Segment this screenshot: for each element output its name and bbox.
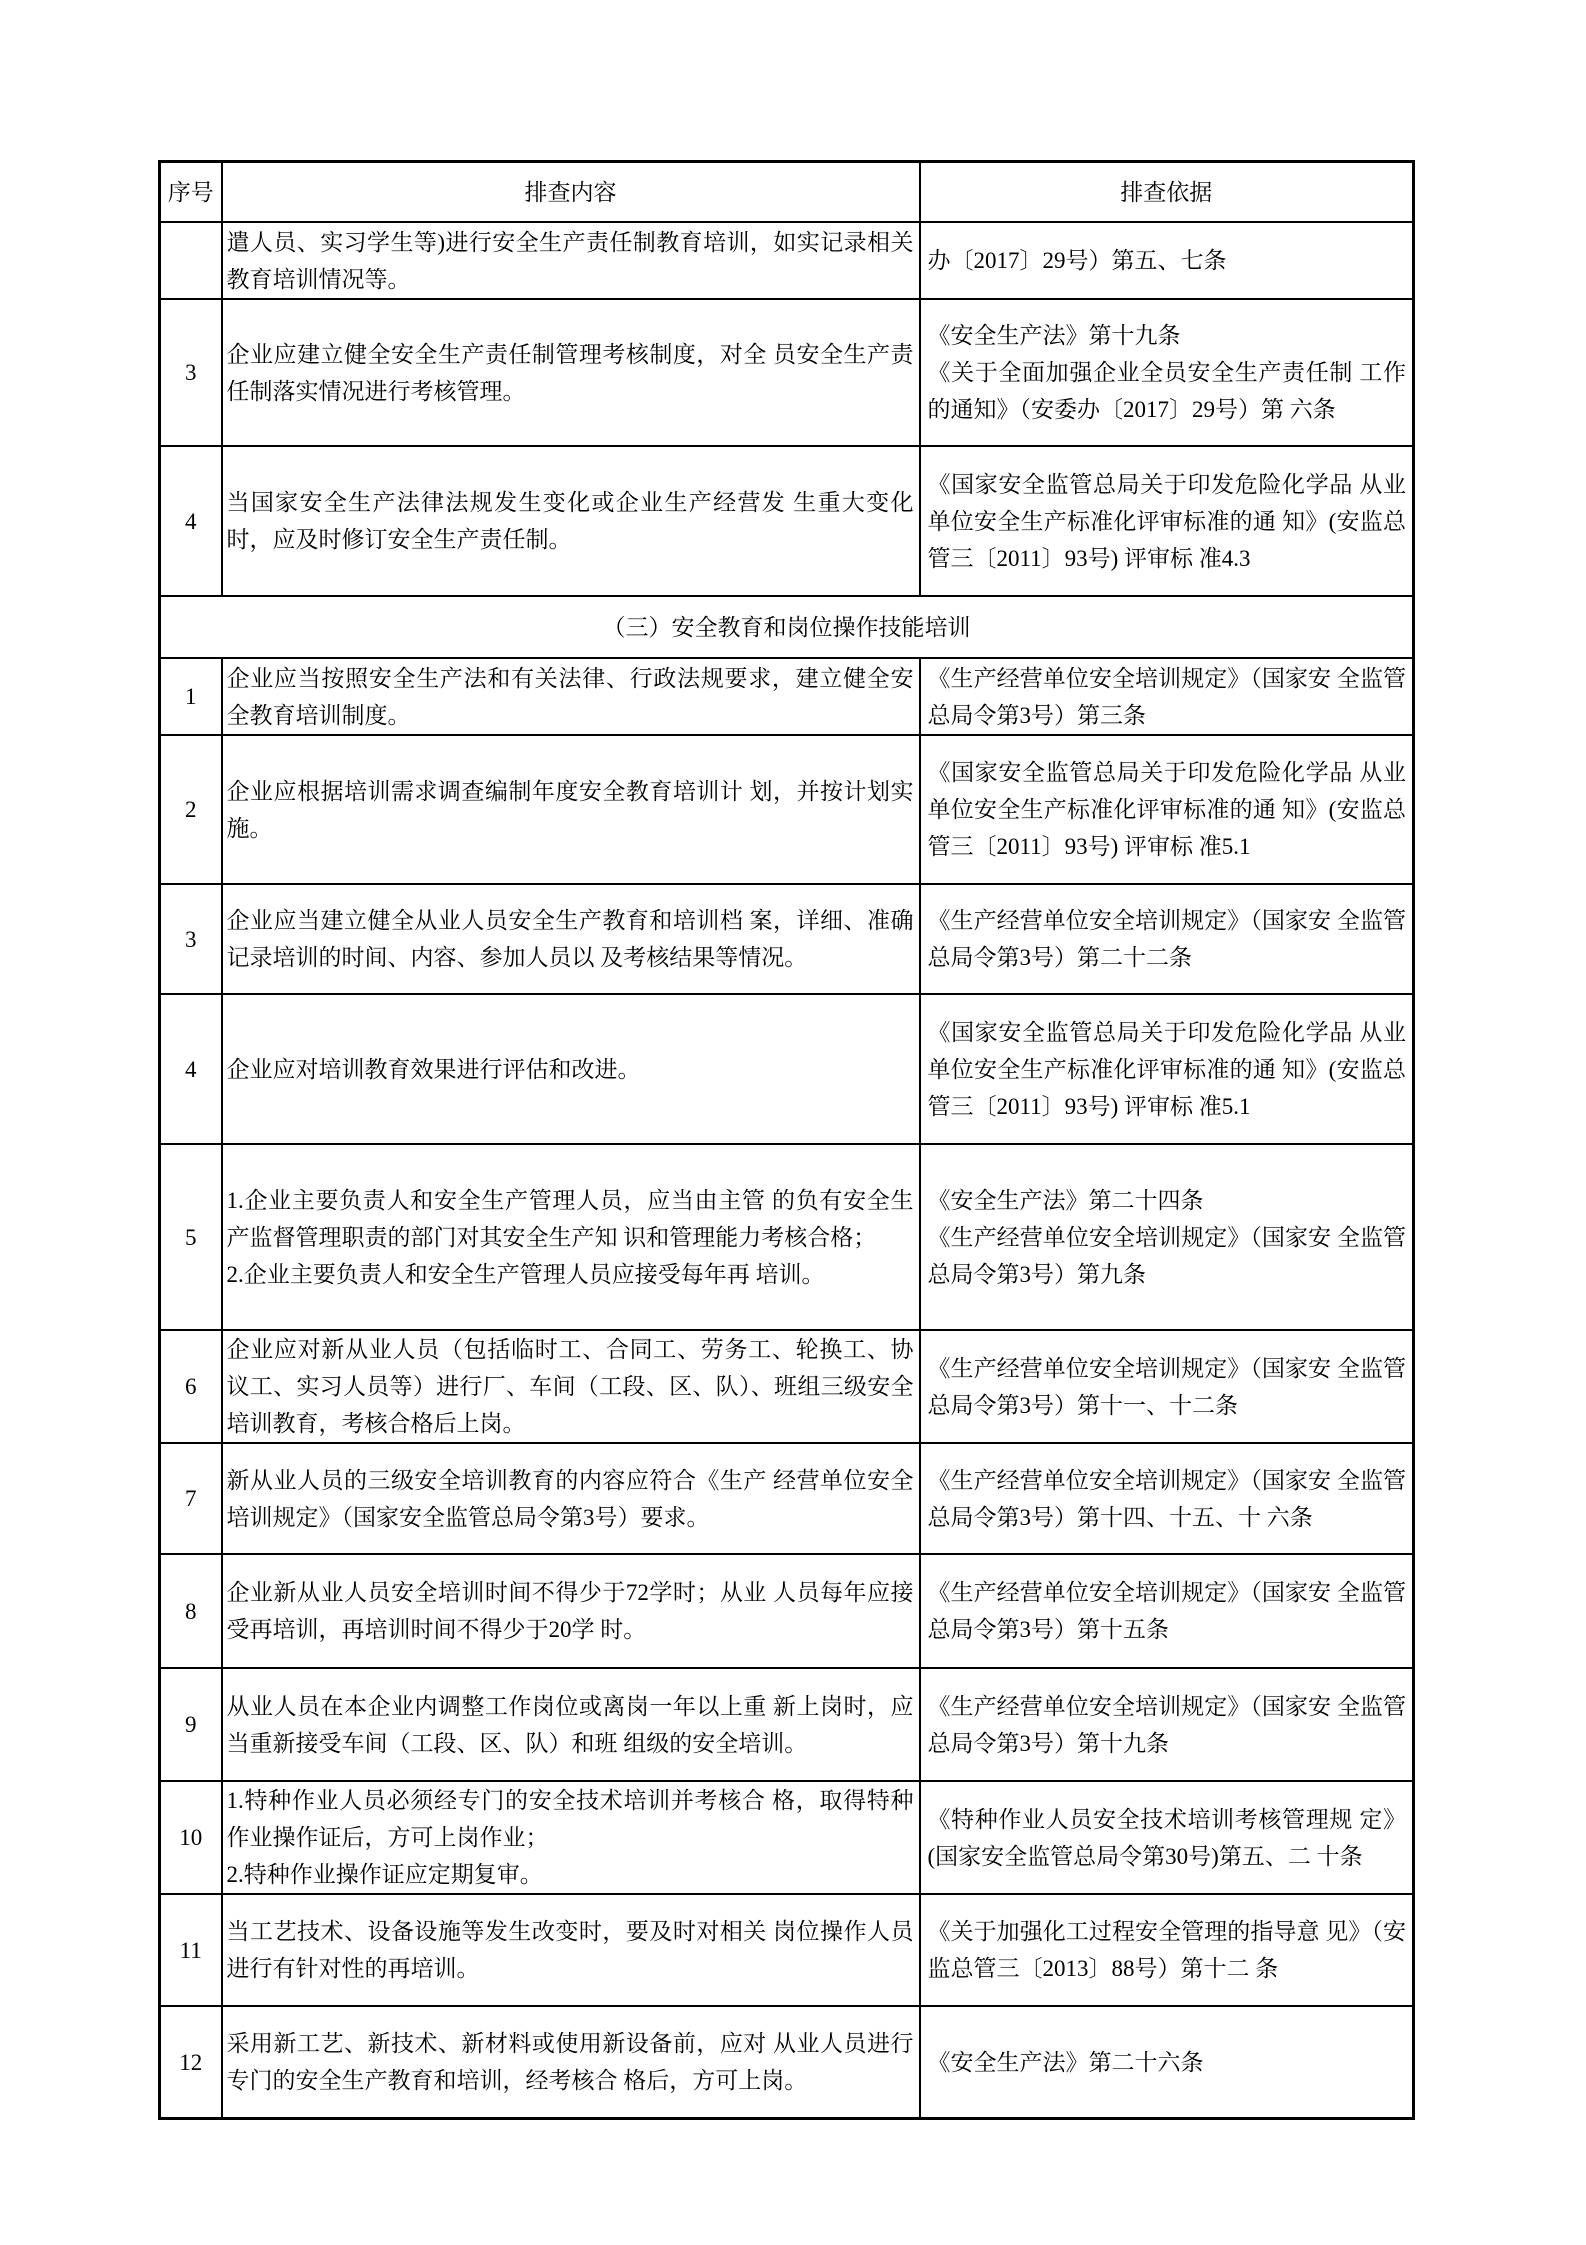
inspection-table-container	[158, 160, 1412, 2120]
table-row	[160, 735, 1414, 884]
row-number: 2	[160, 735, 222, 884]
table-row	[160, 884, 1414, 994]
table-row	[160, 1668, 1414, 1781]
table-row	[160, 446, 1414, 596]
inspection-content: 企业应建立健全安全生产责任制管理考核制度，对全 员安全生产责任制落实情况进行考核管理。	[222, 299, 920, 446]
row-number: 3	[160, 299, 222, 446]
inspection-content: 1.特种作业人员必须经专门的安全技术培训并考核合 格，取得特种作业操作证后，方可上岗作业； 2.特种作业操作证应定期复审。	[222, 1781, 920, 1894]
inspection-content: 企业应当建立健全从业人员安全生产教育和培训档 案，详细、准确记录培训的时间、内容、参加人员以 及考核结果等情况。	[222, 884, 920, 994]
row-number: 5	[160, 1144, 222, 1330]
row-number: 9	[160, 1668, 222, 1781]
inspection-content: 当国家安全生产法律法规发生变化或企业生产经营发 生重大变化时，应及时修订安全生产责任制。	[222, 446, 920, 596]
inspection-basis: 《生产经营单位安全培训规定》（国家安 全监管总局令第3号）第十五条	[920, 1554, 1414, 1668]
row-number: 8	[160, 1554, 222, 1668]
inspection-basis: 《生产经营单位安全培训规定》（国家安 全监管总局令第3号）第三条	[920, 658, 1414, 735]
inspection-basis: 《国家安全监管总局关于印发危险化学品 从业单位安全生产标准化评审标准的通 知》(安监总管三〔2011〕93号) 评审标 准5.1	[920, 994, 1414, 1144]
table-row	[160, 1781, 1414, 1894]
row-number: 3	[160, 884, 222, 994]
column-header-serial-number: 序号	[160, 162, 222, 223]
inspection-basis: 《生产经营单位安全培训规定》（国家安 全监管总局令第3号）第十九条	[920, 1668, 1414, 1781]
checklist-table-body	[160, 222, 1414, 2119]
row-number: 4	[160, 446, 222, 596]
row-number: 7	[160, 1443, 222, 1554]
inspection-checklist-table	[158, 160, 1415, 2120]
inspection-basis: 《特种作业人员安全技术培训考核管理规 定》(国家安全监管总局令第30号)第五、二 十条	[920, 1781, 1414, 1894]
inspection-basis: 《生产经营单位安全培训规定》（国家安 全监管总局令第3号）第二十二条	[920, 884, 1414, 994]
table-row	[160, 658, 1414, 735]
inspection-content: 1.企业主要负责人和安全生产管理人员，应当由主管 的负有安全生产监督管理职责的部门对其安全生产知 识和管理能力考核合格； 2.企业主要负责人和安全生产管理人员应接受每年再 培训。	[222, 1144, 920, 1330]
inspection-content: 企业应对新从业人员（包括临时工、合同工、劳务工、轮换工、协议工、实习人员等）进行厂、车间（工段、区、队）、班组三级安全培训教育，考核合格后上岗。	[222, 1330, 920, 1443]
section-row	[160, 596, 1414, 658]
inspection-content: 新从业人员的三级安全培训教育的内容应符合《生产 经营单位安全培训规定》（国家安全监管总局令第3号）要求。	[222, 1443, 920, 1554]
row-number: 10	[160, 1781, 222, 1894]
inspection-content: 企业应根据培训需求调查编制年度安全教育培训计 划，并按计划实施。	[222, 735, 920, 884]
table-row	[160, 1554, 1414, 1668]
table-row	[160, 1330, 1414, 1443]
row-number: 12	[160, 2006, 222, 2119]
inspection-content: 遣人员、实习学生等)进行安全生产责任制教育培训，如实记录相关教育培训情况等。	[222, 222, 920, 299]
inspection-content: 采用新工艺、新技术、新材料或使用新设备前，应对 从业人员进行专门的安全生产教育和培训，经考核合 格后，方可上岗。	[222, 2006, 920, 2119]
inspection-content: 当工艺技术、设备设施等发生改变时，要及时对相关 岗位操作人员进行有针对性的再培训。	[222, 1894, 920, 2006]
row-number	[160, 222, 222, 299]
inspection-basis: 《国家安全监管总局关于印发危险化学品 从业单位安全生产标准化评审标准的通 知》(安监总管三〔2011〕93号) 评审标 准4.3	[920, 446, 1414, 596]
inspection-basis: 办〔2017〕29号）第五、七条	[920, 222, 1414, 299]
inspection-content: 从业人员在本企业内调整工作岗位或离岗一年以上重 新上岗时，应当重新接受车间（工段、区、队）和班 组级的安全培训。	[222, 1668, 920, 1781]
inspection-basis: 《生产经营单位安全培训规定》（国家安 全监管总局令第3号）第十一、十二条	[920, 1330, 1414, 1443]
row-number: 11	[160, 1894, 222, 2006]
inspection-content: 企业应当按照安全生产法和有关法律、行政法规要求，建立健全安全教育培训制度。	[222, 658, 920, 735]
inspection-basis: 《国家安全监管总局关于印发危险化学品 从业单位安全生产标准化评审标准的通 知》(安监总管三〔2011〕93号) 评审标 准5.1	[920, 735, 1414, 884]
section-title: （三）安全教育和岗位操作技能培训	[160, 596, 1414, 658]
inspection-content: 企业新从业人员安全培训时间不得少于72学时；从业 人员每年应接受再培训，再培训时间不得少于20学 时。	[222, 1554, 920, 1668]
table-row	[160, 299, 1414, 446]
table-row	[160, 1443, 1414, 1554]
inspection-content: 企业应对培训教育效果进行评估和改进。	[222, 994, 920, 1144]
column-header-inspection-content: 排查内容	[222, 162, 920, 223]
inspection-basis: 《安全生产法》第十九条 《关于全面加强企业全员安全生产责任制 工作的通知》（安委办〔2017〕29号）第 六条	[920, 299, 1414, 446]
table-header-row	[160, 162, 1414, 223]
inspection-basis: 《安全生产法》第二十六条	[920, 2006, 1414, 2119]
row-number: 1	[160, 658, 222, 735]
inspection-basis: 《关于加强化工过程安全管理的指导意 见》（安监总管三〔2013〕88号）第十二 条	[920, 1894, 1414, 2006]
table-row	[160, 222, 1414, 299]
table-row	[160, 994, 1414, 1144]
inspection-basis: 《生产经营单位安全培训规定》（国家安 全监管总局令第3号）第十四、十五、十 六条	[920, 1443, 1414, 1554]
column-header-inspection-basis: 排查依据	[920, 162, 1414, 223]
row-number: 6	[160, 1330, 222, 1443]
inspection-basis: 《安全生产法》第二十四条 《生产经营单位安全培训规定》（国家安 全监管总局令第3号）第九条	[920, 1144, 1414, 1330]
table-row	[160, 2006, 1414, 2119]
row-number: 4	[160, 994, 222, 1144]
table-row	[160, 1144, 1414, 1330]
table-row	[160, 1894, 1414, 2006]
